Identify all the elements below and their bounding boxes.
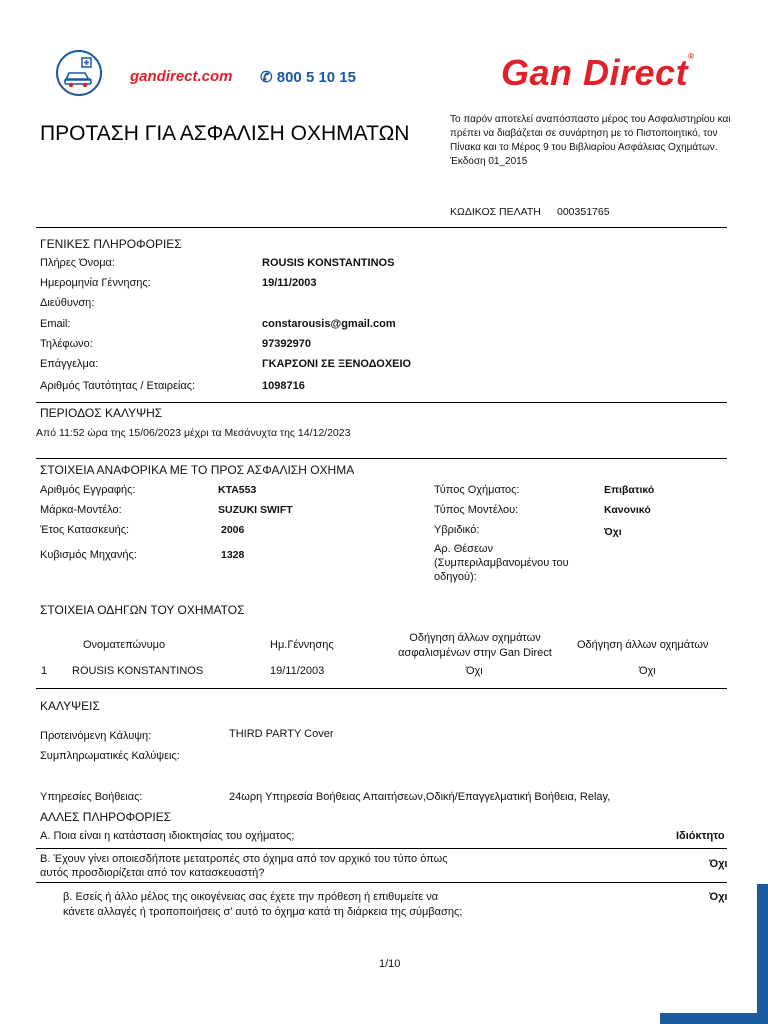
coverage-period-text: Από 11:52 ώρα της 15/06/2023 μέχρι τα Μεσάνυχτα της 14/12/2023: [36, 427, 351, 439]
assistance-value: 24ωρη Υπηρεσία Βοήθειας Απαιτήσεων,Οδική/Επαγγελματική Βοήθεια, Relay,: [229, 791, 611, 803]
column-header: Ονοματεπώνυμο: [83, 639, 166, 651]
question-ownership: Α. Ποια είναι η κατάσταση ιδιοκτησίας του οχήματος;: [40, 830, 295, 842]
divider: [36, 458, 727, 459]
gan-logo-icon: [56, 50, 102, 96]
make-model-value: SUZUKI SWIFT: [218, 504, 293, 516]
divider: [36, 688, 727, 689]
question-future-changes: β. Εσείς ή άλλο μέλος της οικογένειας σας έχετε την πρόθεση ή επιθυμείτε να κάνετε αλλαγές ή τροποποιήσεις σ’ αυτό το όχημα κατά τη διάρκεια της σύμβασης;: [63, 891, 463, 918]
section-vehicle-heading: ΣΤΟΙΧΕΙΑ ΑΝΑΦΟΡΙΚΑ ΜΕ ΤΟ ΠΡΟΣ ΑΣΦΑΛΙΣΗ ΟΧΗΜΑ: [40, 463, 355, 477]
column-header: Οδήγηση άλλων οχημάτων: [577, 639, 709, 651]
proposed-cover-value: THIRD PARTY Cover: [229, 728, 334, 740]
answer-ownership: Ιδιόκτητο: [676, 830, 725, 842]
hybrid-value: Όχι: [604, 526, 622, 538]
engine-cc-value: 1328: [221, 549, 245, 561]
id-number-value: 1098716: [262, 380, 305, 392]
divider: [36, 882, 727, 883]
year-value: 2006: [221, 524, 245, 536]
vehicle-type-value: Επιβατικό: [604, 484, 655, 496]
answer-modifications: Όχι: [709, 858, 728, 870]
page-number: 1/10: [379, 958, 401, 970]
divider: [36, 227, 727, 228]
section-period-heading: ΠΕΡΙΟΔΟΣ ΚΑΛΥΨΗΣ: [40, 406, 163, 420]
phone-number[interactable]: ✆ 800 5 10 15: [260, 69, 356, 86]
brand-logo: Gan Direct®: [501, 52, 695, 93]
section-general-heading: ΓΕΝΙΚΕΣ ΠΛΗΡΟΦΟΡΙΕΣ: [40, 237, 182, 251]
section-coverage-heading: ΚΑΛΥΨΕΙΣ: [40, 699, 100, 713]
birth-date-value: 19/11/2003: [262, 277, 317, 289]
website-link[interactable]: gandirect.com: [130, 68, 233, 85]
page-edge-bar: [757, 884, 768, 1024]
column-header: Οδήγηση άλλων οχημάτων ασφαλισμένων στην Gan Direct: [398, 632, 552, 659]
registration-value: ΚΤΑ553: [218, 484, 257, 496]
section-drivers-heading: ΣΤΟΙΧΕΙΑ ΟΔΗΓΩΝ ΤΟΥ ΟΧΗΜΑΤΟΣ: [40, 603, 245, 617]
page-edge-bar: [660, 1013, 768, 1024]
email-value: constarousis@gmail.com: [262, 318, 396, 330]
column-header: Ημ.Γέννησης: [270, 639, 334, 651]
phone-value: 97392970: [262, 338, 311, 350]
question-modifications: Β. Έχουν γίνει οποιεσδήποτε μετατροπές στο όχημα από τον αρχικό του τύπο όπως αυτός προσδιορίζεται από τον κατασκευαστή?: [40, 853, 448, 879]
divider: [36, 848, 727, 849]
section-other-heading: ΑΛΛΕΣ ΠΛΗΡΟΦΟΡΙΕΣ: [40, 810, 172, 824]
divider: [36, 402, 727, 403]
header-note: Το παρόν αποτελεί αναπόσπαστο μέρος του Ασφαλιστηρίου και πρέπει να διαβάζεται σε συνάρτηση με το Πιστοποιητικό, τον Πίνακα και το Μέρος 9 του Βιβλιαρίου Ασφάλειας Οχημάτων. Έκδοση 01_2015: [450, 114, 731, 167]
model-type-value: Κανονικό: [604, 504, 651, 516]
client-code-label: ΚΩΔΙΚΟΣ ΠΕΛΑΤΗ: [450, 206, 541, 218]
full-name-value: ROUSIS KONSTANTINOS: [262, 257, 395, 269]
answer-future-changes: Όχι: [709, 891, 728, 903]
seats-label: Αρ. Θέσεων (Συμπεριλαμβανομένου του οδηγού):: [434, 543, 569, 583]
phone-icon: ✆: [260, 69, 273, 86]
occupation-value: ΓΚΑΡΣΟΝΙ ΣΕ ΞΕΝΟΔΟΧΕΙΟ: [262, 358, 412, 370]
client-code-value: 000351765: [557, 206, 610, 218]
page-title: ΠΡΟΤΑΣΗ ΓΙΑ ΑΣΦΑΛΙΣΗ ΟΧΗΜΑΤΩΝ: [40, 122, 410, 145]
